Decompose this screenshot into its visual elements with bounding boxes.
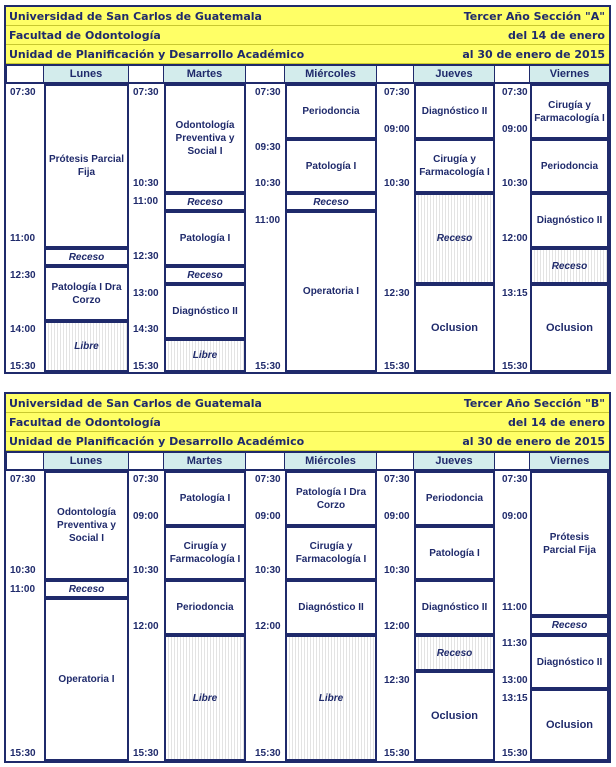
time-label: 12:00 xyxy=(384,621,410,632)
header-row xyxy=(6,432,609,451)
free-block: Libre xyxy=(164,635,246,761)
faculty-name: Facultad de Odontología xyxy=(9,416,161,429)
time-label: 12:00 xyxy=(133,621,159,632)
header-row xyxy=(6,413,609,432)
time-label: 10:30 xyxy=(502,178,528,189)
time-label: 11:00 xyxy=(133,196,159,207)
schedule-section-b xyxy=(4,392,611,763)
class-block: Operatoria I xyxy=(44,598,129,761)
class-block: Oclusion xyxy=(414,284,495,372)
time-label: 15:30 xyxy=(384,361,410,372)
class-block: Odontología Preventiva y Social I xyxy=(44,471,129,580)
class-block: Oclusion xyxy=(530,689,609,761)
time-label: 10:30 xyxy=(255,178,281,189)
time-label: 11:30 xyxy=(502,638,528,649)
break-block: Receso xyxy=(164,193,246,211)
time-label: 07:30 xyxy=(384,474,410,485)
time-label: 15:30 xyxy=(10,748,36,759)
day-lunes: Lunes xyxy=(69,68,103,80)
class-block: Oclusion xyxy=(414,671,495,761)
class-block: Diagnóstico II xyxy=(530,635,609,689)
section-label: Tercer Año Sección "B" xyxy=(463,397,605,410)
class-block: Periodoncia xyxy=(414,471,495,526)
time-label: 13:15 xyxy=(502,693,528,704)
class-block: Diagnóstico II xyxy=(164,284,246,339)
time-label: 09:00 xyxy=(384,511,410,522)
time-label: 09:00 xyxy=(502,511,528,522)
time-label: 07:30 xyxy=(502,474,528,485)
day-viernes: Viernes xyxy=(549,68,590,80)
time-label: 09:00 xyxy=(133,511,159,522)
break-block: Receso xyxy=(414,635,495,671)
break-block: Receso xyxy=(44,580,129,598)
time-label: 12:30 xyxy=(384,288,410,299)
header-row xyxy=(6,7,609,26)
class-block: Prótesis Parcial Fija xyxy=(44,84,129,248)
free-block: Libre xyxy=(164,339,246,372)
time-label: 13:00 xyxy=(133,288,159,299)
day-jueves: Jueves xyxy=(435,68,473,80)
university-name: Universidad de San Carlos de Guatemala xyxy=(9,397,262,410)
time-label: 15:30 xyxy=(133,748,159,759)
time-label: 12:30 xyxy=(133,251,159,262)
time-label: 10:30 xyxy=(384,178,410,189)
day-viernes: Viernes xyxy=(549,455,590,467)
class-block: Oclusion xyxy=(530,284,609,372)
time-label: 13:00 xyxy=(502,675,528,686)
time-label: 07:30 xyxy=(502,87,528,98)
time-label: 15:30 xyxy=(255,361,281,372)
university-name: Universidad de San Carlos de Guatemala xyxy=(9,10,262,23)
time-label: 07:30 xyxy=(384,87,410,98)
header-row xyxy=(6,26,609,45)
date-start: del 14 de enero xyxy=(508,29,605,42)
class-block: Patología I xyxy=(285,139,377,193)
day-lunes: Lunes xyxy=(69,455,103,467)
time-label: 11:00 xyxy=(255,215,281,226)
time-label: 15:30 xyxy=(502,748,528,759)
class-block: Odontología Preventiva y Social I xyxy=(164,84,246,193)
class-block: Prótesis Parcial Fija xyxy=(530,471,609,616)
time-label: 09:00 xyxy=(502,124,528,135)
time-label: 11:00 xyxy=(10,584,36,595)
class-block: Diagnóstico II xyxy=(530,193,609,248)
schedule-section-a xyxy=(4,5,611,374)
day-header-row xyxy=(6,64,609,84)
break-block: Receso xyxy=(530,248,609,284)
time-label: 10:30 xyxy=(384,565,410,576)
class-block: Diagnóstico II xyxy=(414,84,495,139)
faculty-name: Facultad de Odontología xyxy=(9,29,161,42)
header-row xyxy=(6,394,609,413)
class-block: Patología I xyxy=(414,526,495,580)
day-martes: Martes xyxy=(186,455,223,467)
header-row xyxy=(6,45,609,64)
time-label: 14:30 xyxy=(133,324,159,335)
time-label: 15:30 xyxy=(10,361,36,372)
free-block: Libre xyxy=(44,321,129,372)
time-label: 10:30 xyxy=(255,565,281,576)
time-label: 14:00 xyxy=(10,324,36,335)
class-block: Periodoncia xyxy=(285,84,377,139)
time-label: 10:30 xyxy=(133,178,159,189)
time-label: 15:30 xyxy=(133,361,159,372)
time-label: 07:30 xyxy=(133,474,159,485)
time-label: 15:30 xyxy=(384,748,410,759)
class-block: Patología I Dra Corzo xyxy=(44,266,129,321)
time-label: 11:00 xyxy=(502,602,528,613)
time-label: 11:00 xyxy=(10,233,36,244)
time-label: 15:30 xyxy=(255,748,281,759)
class-block: Cirugía y Farmacología I xyxy=(414,139,495,193)
class-block: Patología I Dra Corzo xyxy=(285,471,377,526)
class-block: Periodoncia xyxy=(530,139,609,193)
break-block: Receso xyxy=(285,193,377,211)
class-block: Diagnóstico II xyxy=(414,580,495,635)
break-block: Receso xyxy=(164,266,246,284)
time-label: 09:30 xyxy=(255,142,281,153)
class-block: Periodoncia xyxy=(164,580,246,635)
class-block: Diagnóstico II xyxy=(285,580,377,635)
time-label: 12:30 xyxy=(384,675,410,686)
time-label: 10:30 xyxy=(10,565,36,576)
class-block: Cirugía y Farmacología I xyxy=(285,526,377,580)
time-label: 12:00 xyxy=(502,233,528,244)
section-label: Tercer Año Sección "A" xyxy=(463,10,605,23)
free-block: Libre xyxy=(285,635,377,761)
time-label: 09:00 xyxy=(255,511,281,522)
time-label: 07:30 xyxy=(10,87,36,98)
day-jueves: Jueves xyxy=(435,455,473,467)
date-end: al 30 de enero de 2015 xyxy=(462,48,605,61)
day-miercoles: Miércoles xyxy=(305,68,356,80)
unit-name: Unidad de Planificación y Desarrollo Académico xyxy=(9,435,305,448)
class-block: Cirugía y Farmacología I xyxy=(164,526,246,580)
break-block: Receso xyxy=(44,248,129,266)
time-label: 15:30 xyxy=(502,361,528,372)
time-label: 07:30 xyxy=(133,87,159,98)
class-block: Patología I xyxy=(164,211,246,266)
day-header-row xyxy=(6,451,609,471)
time-label: 07:30 xyxy=(10,474,36,485)
date-end: al 30 de enero de 2015 xyxy=(462,435,605,448)
date-start: del 14 de enero xyxy=(508,416,605,429)
time-label: 12:00 xyxy=(255,621,281,632)
time-label: 13:15 xyxy=(502,288,528,299)
class-block: Patología I xyxy=(164,471,246,526)
unit-name: Unidad de Planificación y Desarrollo Académico xyxy=(9,48,305,61)
break-block: Receso xyxy=(414,193,495,284)
class-block: Cirugía y Farmacología I xyxy=(530,84,609,139)
time-label: 10:30 xyxy=(133,565,159,576)
class-block: Operatoria I xyxy=(285,211,377,372)
time-label: 09:00 xyxy=(384,124,410,135)
day-miercoles: Miércoles xyxy=(305,455,356,467)
break-block: Receso xyxy=(530,616,609,635)
day-martes: Martes xyxy=(186,68,223,80)
time-label: 12:30 xyxy=(10,270,36,281)
time-label: 07:30 xyxy=(255,474,281,485)
time-label: 07:30 xyxy=(255,87,281,98)
